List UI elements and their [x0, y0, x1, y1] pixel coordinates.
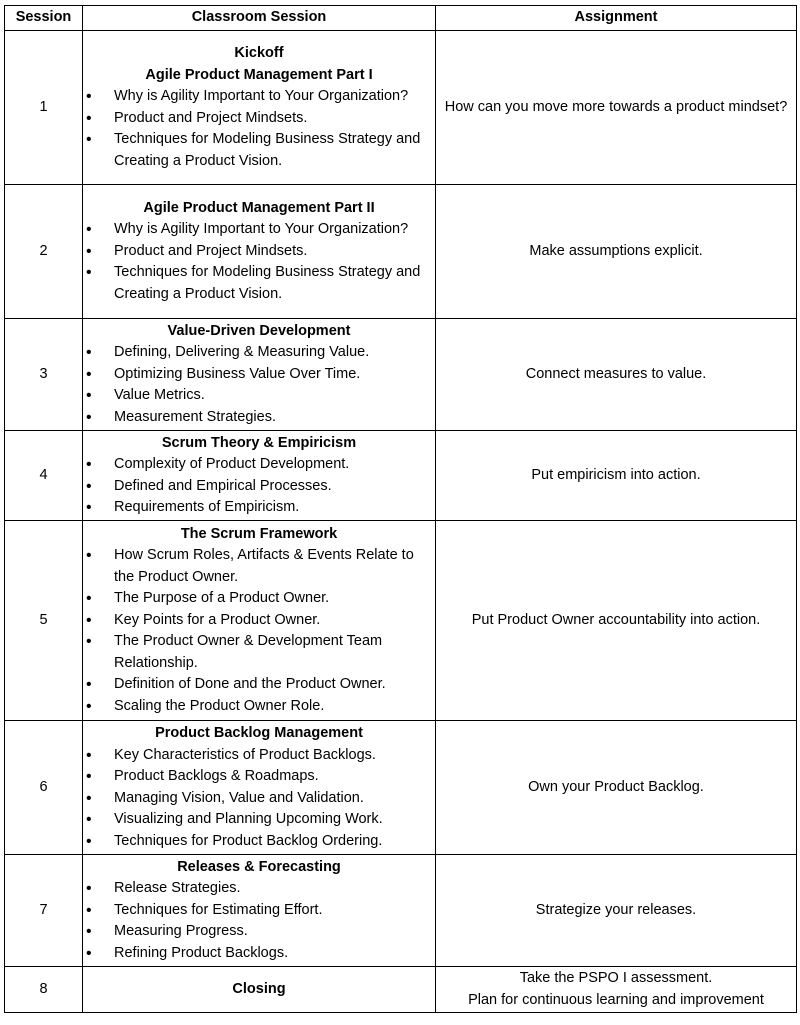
list-item: • Techniques for Product Backlog Ordering.: [83, 831, 435, 853]
session-title: Scrum Theory & Empiricism: [161, 434, 357, 451]
session-number: 7: [5, 855, 83, 967]
classroom-session-cell: [83, 31, 436, 185]
list-item: • Techniques for Modeling Business Strategy and Creating a Product Vision.: [83, 129, 435, 172]
list-item: • Complexity of Product Development.: [83, 454, 435, 476]
assignment-text: Put Product Owner accountability into action.: [471, 611, 761, 628]
table-row: [5, 721, 797, 855]
classroom-session-cell: [83, 431, 436, 521]
assignment-cell: [436, 721, 797, 855]
list-item: • The Product Owner & Development Team Relationship.: [83, 631, 435, 674]
classroom-session-cell: [83, 967, 436, 1013]
list-item: • Product and Project Mindsets.: [83, 241, 435, 263]
session-number: 5: [5, 521, 83, 721]
list-item: • Optimizing Business Value Over Time.: [83, 364, 435, 386]
assignment-text: Take the PSPO I assessment.: [519, 970, 713, 986]
list-item: • Defining, Delivering & Measuring Value.: [83, 342, 435, 364]
list-item: • Techniques for Estimating Effort.: [83, 900, 435, 922]
assignment-text: How can you move more towards a product mindset?: [444, 98, 788, 115]
assignment-cell: [436, 855, 797, 967]
table-row: [5, 185, 797, 319]
table-row: [5, 31, 797, 185]
session-number: 1: [5, 31, 83, 185]
list-item: • Requirements of Empiricism.: [83, 497, 435, 519]
assignment-cell: [436, 431, 797, 521]
list-item: • Product Backlogs & Roadmaps.: [83, 766, 435, 788]
header-assignment: Assignment: [436, 6, 797, 31]
session-title: The Scrum Framework: [180, 525, 338, 542]
classroom-session-cell: [83, 721, 436, 855]
list-item: • Measurement Strategies.: [83, 407, 435, 429]
list-item: • Key Characteristics of Product Backlogs.: [83, 745, 435, 767]
list-item: • Release Strategies.: [83, 878, 435, 900]
assignment-text: Make assumptions explicit.: [529, 242, 703, 259]
topic-list: [83, 878, 435, 964]
list-item: • Why is Agility Important to Your Organization?: [83, 86, 435, 108]
topic-list: [83, 86, 435, 172]
session-title: Releases & Forecasting: [177, 858, 341, 875]
table-row: [5, 855, 797, 967]
assignment-text: Own your Product Backlog.: [528, 778, 704, 795]
session-schedule-table: [4, 5, 797, 1013]
assignment-text: Plan for continuous learning and improvement: [468, 991, 764, 1008]
list-item: • Definition of Done and the Product Owner.: [83, 674, 435, 696]
session-title: Closing: [232, 980, 286, 997]
session-number: 2: [5, 185, 83, 319]
session-number: 3: [5, 319, 83, 431]
list-item: • The Purpose of a Product Owner.: [83, 588, 435, 610]
list-item: • Why is Agility Important to Your Organization?: [83, 219, 435, 241]
classroom-session-cell: [83, 521, 436, 721]
list-item: • How Scrum Roles, Artifacts & Events Relate to the Product Owner.: [83, 545, 435, 588]
topic-list: [83, 219, 435, 305]
assignment-cell: [436, 967, 797, 1013]
session-title: Agile Product Management Part II: [143, 199, 375, 216]
header-session: Session: [5, 6, 83, 31]
assignment-text: Strategize your releases.: [535, 901, 697, 918]
header-classroom-session: Classroom Session: [83, 6, 436, 31]
list-item: • Value Metrics.: [83, 385, 435, 407]
list-item: • Visualizing and Planning Upcoming Work.: [83, 809, 435, 831]
list-item: • Managing Vision, Value and Validation.: [83, 788, 435, 810]
list-item: • Scaling the Product Owner Role.: [83, 696, 435, 718]
session-number: 8: [5, 967, 83, 1013]
assignment-cell: [436, 319, 797, 431]
list-item: • Product and Project Mindsets.: [83, 108, 435, 130]
table-row: [5, 521, 797, 721]
list-item: • Techniques for Modeling Business Strategy and Creating a Product Vision.: [83, 262, 435, 305]
classroom-session-cell: [83, 855, 436, 967]
session-title: Agile Product Management Part I: [145, 66, 373, 83]
topic-list: [83, 745, 435, 853]
session-number: 6: [5, 721, 83, 855]
list-item: • Refining Product Backlogs.: [83, 943, 435, 965]
header-row: [5, 6, 797, 31]
assignment-cell: [436, 521, 797, 721]
list-item: • Measuring Progress.: [83, 921, 435, 943]
session-title: Value-Driven Development: [167, 322, 351, 339]
assignment-cell: [436, 31, 797, 185]
table-row: [5, 431, 797, 521]
session-number: 4: [5, 431, 83, 521]
topic-list: [83, 454, 435, 519]
classroom-session-cell: [83, 319, 436, 431]
classroom-session-cell: [83, 185, 436, 319]
assignment-cell: [436, 185, 797, 319]
list-item: • Defined and Empirical Processes.: [83, 476, 435, 498]
assignment-text: Put empiricism into action.: [531, 466, 701, 483]
session-title: Kickoff: [234, 45, 284, 61]
assignment-text: Connect measures to value.: [525, 365, 707, 382]
table-row: [5, 319, 797, 431]
table-row: [5, 967, 797, 1013]
topic-list: [83, 545, 435, 717]
session-title: Product Backlog Management: [155, 725, 363, 741]
topic-list: [83, 342, 435, 428]
list-item: • Key Points for a Product Owner.: [83, 610, 435, 632]
